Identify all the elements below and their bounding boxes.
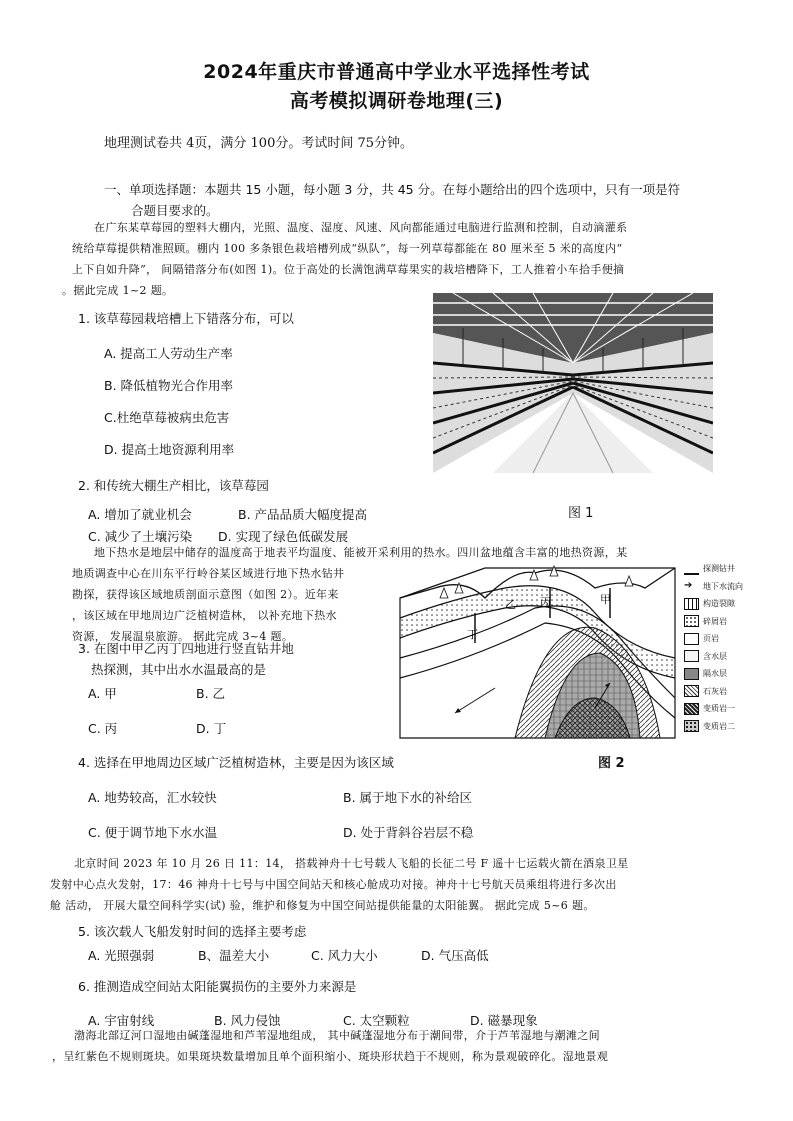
legend-item: 含水层 — [684, 648, 752, 666]
legend-item: 变质岩二 — [684, 718, 752, 736]
passage-line: 地下热水是地层中储存的温度高于地表平均温度、能被开采利用的热水。四川盆地蕴含丰富的地热资源，某 — [94, 546, 628, 559]
question-4-option-c[interactable]: C. 便于调节地下水水温 — [88, 825, 218, 840]
legend-item: 变质岩一 — [684, 700, 752, 718]
figure-2-caption: 图 2 — [598, 756, 625, 771]
legend-item: 探测钻井 — [684, 560, 752, 578]
question-6-option-d[interactable]: D. 磁暴现象 — [470, 1013, 538, 1028]
figure-1-greenhouse-photo — [433, 293, 713, 473]
figure-2-legend — [684, 560, 752, 735]
passage-line: 渤海北部辽河口湿地由碱蓬湿地和芦苇湿地组成， 其中碱蓬湿地分布于潮间带，介于芦苇湿地与潮滩之间 — [74, 1029, 600, 1042]
legend-item: 构造裂隙 — [684, 595, 752, 613]
page-subtitle: 高考模拟调研卷地理(三) — [289, 90, 504, 112]
figure-1-caption: 图 1 — [568, 506, 594, 521]
question-1-option-b[interactable]: B. 降低植物光合作用率 — [104, 378, 234, 393]
passage-line: 北京时间 2023 年 10 月 26 日 11：14， 搭载神舟十七号载人飞船的长征二号 F 遥十七运载火箭在酒泉卫星 — [74, 857, 629, 870]
question-3-option-b[interactable]: B. 乙 — [196, 686, 226, 701]
question-1-option-a[interactable]: A. 提高工人劳动生产率 — [104, 346, 233, 361]
question-2-option-d[interactable]: D. 实现了绿色低碳发展 — [218, 529, 349, 544]
question-1-option-c[interactable]: C.杜绝草莓被病虫危害 — [104, 410, 230, 425]
page-title: 2024年重庆市普通高中学业水平选择性考试 — [203, 61, 590, 83]
question-2-stem: 2. 和传统大棚生产相比，该草莓园 — [78, 478, 269, 493]
question-3-option-d[interactable]: D. 丁 — [196, 721, 227, 736]
question-5-stem: 5. 该次载人飞船发射时间的选择主要考虑 — [78, 924, 307, 939]
question-5-option-a[interactable]: A. 光照强弱 — [88, 948, 155, 963]
passage-line: 在广东某草莓园的塑料大棚内，光照、温度、湿度、风速、风向都能通过电脑进行监测和控制，自动滴灌系 — [94, 221, 628, 234]
question-5-option-d[interactable]: D. 气压高低 — [421, 948, 489, 963]
arrow-icon: ➔ — [684, 580, 693, 592]
question-3-stem-cont: 热探测，其中出水水温最高的是 — [91, 662, 267, 677]
legend-item: 石灰岩 — [684, 683, 752, 701]
passage-line: ，呈红紫色不规则斑块。如果斑块数量增加且单个面积缩小、斑块形状趋于不规则，称为景观破碎化。湿地景观 — [52, 1050, 609, 1063]
figure-2-geologic-section — [395, 558, 680, 748]
drill-well-icon — [684, 563, 699, 575]
metamorphic-2-swatch-icon — [684, 720, 699, 732]
passage-line: 地质调查中心在川东平行岭谷某区域进行地下热水钻井 — [72, 567, 345, 580]
question-4-option-a[interactable]: A. 地势较高，汇水较快 — [88, 790, 217, 805]
question-4-stem: 4. 选择在甲地周边区域广泛植树造林，主要是因为该区域 — [78, 755, 394, 770]
point-ding-label: 丁 — [467, 628, 478, 641]
point-jia-label: 甲 — [600, 593, 611, 606]
legend-item: 页岩 — [684, 630, 752, 648]
passage-line: 发射中心点火发射，17：46 神舟十七号与中国空间站天和核心舱成功对接。神舟十七号航天员乘组将进行多次出 — [50, 878, 617, 891]
limestone-swatch-icon — [684, 685, 699, 697]
passage-4 — [52, 1025, 608, 1067]
question-3-option-a[interactable]: A. 甲 — [88, 686, 117, 701]
legend-item: 隔水层 — [684, 665, 752, 683]
legend-item: ➔ 地下水流向 — [684, 580, 743, 592]
shale-swatch-icon — [684, 633, 699, 645]
question-3-stem: 3. 在图中甲乙丙丁四地进行竖直钻井地 — [78, 641, 294, 656]
question-6-stem: 6. 推测造成空间站太阳能翼损伤的主要外力来源是 — [78, 979, 357, 994]
aquifer-swatch-icon — [684, 650, 699, 662]
passage-1 — [62, 217, 628, 301]
aquiclude-swatch-icon — [684, 668, 699, 680]
question-4-option-d[interactable]: D. 处于背斜谷岩层不稳 — [343, 825, 474, 840]
question-5-option-c[interactable]: C. 风力大小 — [311, 948, 378, 963]
passage-line: 勘探，获得该区域地质剖面示意图（如图 2）。近年来 — [72, 588, 339, 601]
exam-intro: 地理测试卷共 4页，满分 100分。考试时间 75分钟。 — [104, 136, 414, 151]
passage-line: 资源， 发展温泉旅游。 据此完成 3~4 题。 — [72, 630, 294, 643]
question-1-option-d[interactable]: D. 提高土地资源利用率 — [104, 442, 235, 457]
question-6-option-b[interactable]: B. 风力侵蚀 — [214, 1013, 281, 1028]
question-6-option-a[interactable]: A. 宇宙射线 — [88, 1013, 155, 1028]
question-3-option-c[interactable]: C. 丙 — [88, 721, 118, 736]
question-2-option-c[interactable]: C. 减少了土壤污染 — [88, 529, 193, 544]
section-heading: 一、单项选择题：本题共 15 小题，每小题 3 分，共 45 分。在每小题给出的四个选项中，只有一项是符 — [104, 182, 681, 197]
passage-line: 。据此完成 1~2 题。 — [62, 284, 174, 297]
point-bing-label: 丙 — [540, 596, 551, 609]
question-5-option-b[interactable]: B、温差大小 — [198, 948, 270, 963]
passage-3 — [50, 853, 629, 916]
fracture-swatch-icon — [684, 598, 699, 610]
metamorphic-1-swatch-icon — [684, 703, 699, 715]
question-4-option-b[interactable]: B. 属于地下水的补给区 — [343, 790, 473, 805]
question-6-option-c[interactable]: C. 太空颗粒 — [343, 1013, 410, 1028]
point-yi-label: 乙 — [505, 598, 516, 611]
section-heading-cont: 合题目要求的。 — [131, 203, 219, 218]
passage-line: 舱 活动， 开展大量空间科学实(试) 验，维护和修复为中国空间站提供能量的太阳能翼。 据此完成 5~6 题。 — [50, 899, 595, 912]
question-1-stem: 1. 该草莓园栽培槽上下错落分布，可以 — [78, 311, 294, 326]
passage-line: 统给草莓提供精准照顾。棚内 100 多条银色栽培槽列成“纵队”，每一列草莓都能在 80 厘米至 5 米的高度内“ — [72, 242, 623, 255]
question-2-option-b[interactable]: B. 产品品质大幅度提高 — [238, 507, 368, 522]
clastic-swatch-icon — [684, 615, 699, 627]
question-2-option-a[interactable]: A. 增加了就业机会 — [88, 507, 192, 522]
legend-item: 碎屑岩 — [684, 613, 752, 631]
passage-line: 上下自如升降”， 间隔错落分布(如图 1)。位于高处的长满饱满草莓果实的栽培槽降下，工人推着小车拾手便摘 — [72, 263, 625, 276]
passage-line: ，该区域在甲地周边广泛植树造林， 以补充地下热水 — [72, 609, 337, 622]
